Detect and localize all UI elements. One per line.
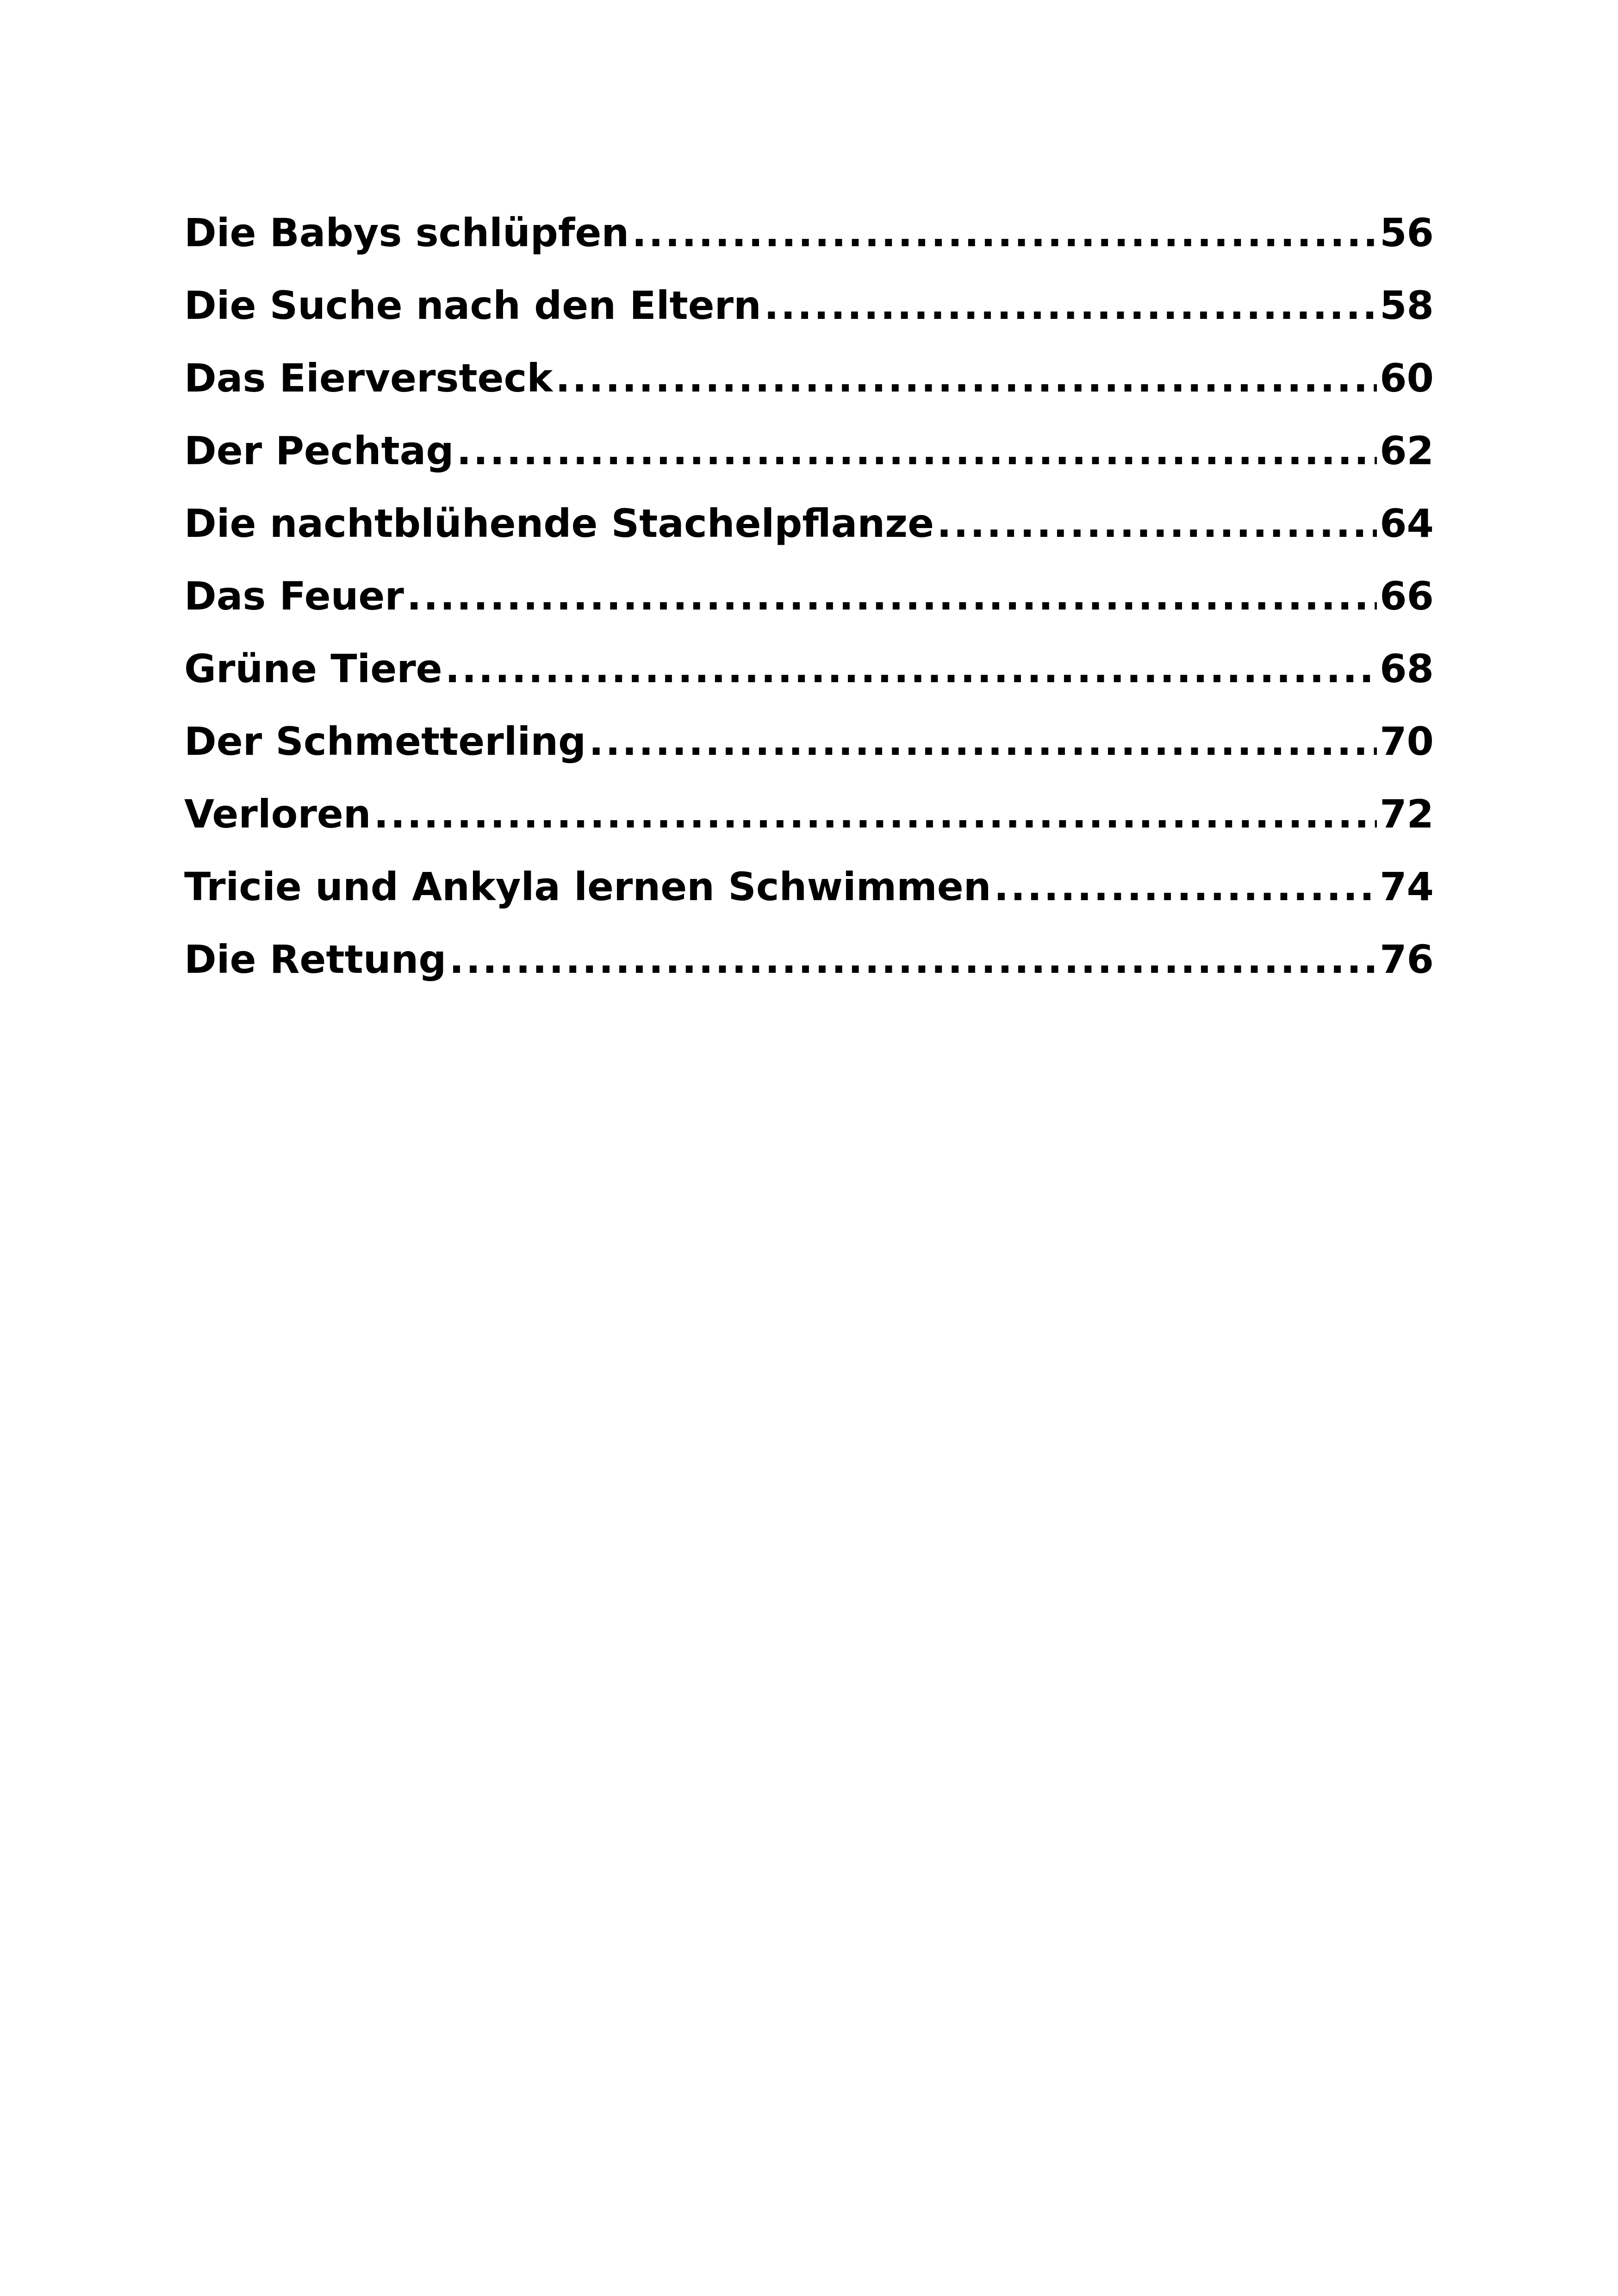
toc-entry-title: Die Babys schlüpfen	[184, 210, 629, 255]
toc-entry[interactable]	[184, 778, 1434, 851]
toc-entry-page: 72	[1380, 791, 1434, 837]
toc-entry[interactable]	[184, 851, 1434, 923]
toc-entry-title: Die nachtblühende Stachelpflanze	[184, 501, 934, 546]
toc-dot-leader	[555, 342, 1377, 415]
toc-entry-page: 68	[1380, 646, 1434, 691]
toc-dot-leader	[407, 560, 1377, 633]
toc-entry-page: 56	[1380, 210, 1434, 255]
table-of-contents	[184, 197, 1434, 996]
toc-dot-leader	[994, 851, 1377, 923]
toc-entry[interactable]	[184, 705, 1434, 778]
toc-entry-page: 62	[1380, 428, 1434, 473]
toc-entry-page: 76	[1380, 937, 1434, 982]
toc-entry-page: 60	[1380, 355, 1434, 401]
toc-entry-title: Die Suche nach den Eltern	[184, 283, 761, 328]
toc-dot-leader	[632, 197, 1377, 269]
toc-entry[interactable]	[184, 197, 1434, 269]
toc-entry-page: 66	[1380, 573, 1434, 619]
toc-dot-leader	[449, 923, 1377, 996]
toc-entry[interactable]	[184, 923, 1434, 996]
toc-entry-title: Das Feuer	[184, 573, 404, 619]
toc-entry[interactable]	[184, 633, 1434, 705]
toc-entry-page: 58	[1380, 283, 1434, 328]
toc-entry[interactable]	[184, 269, 1434, 342]
toc-entry-title: Grüne Tiere	[184, 646, 442, 691]
toc-entry-title: Der Pechtag	[184, 428, 454, 473]
toc-entry[interactable]	[184, 342, 1434, 415]
toc-entry-page: 70	[1380, 719, 1434, 764]
toc-dot-leader	[374, 778, 1377, 851]
toc-entry-title: Der Schmetterling	[184, 719, 586, 764]
toc-entry-page: 74	[1380, 864, 1434, 909]
toc-dot-leader	[764, 269, 1377, 342]
toc-entry-title: Die Rettung	[184, 937, 447, 982]
toc-dot-leader	[589, 705, 1377, 778]
toc-entry-page: 64	[1380, 501, 1434, 546]
toc-entry-title: Verloren	[184, 791, 371, 837]
toc-dot-leader	[937, 487, 1377, 560]
toc-dot-leader	[456, 415, 1377, 487]
toc-dot-leader	[445, 633, 1377, 705]
toc-entry[interactable]	[184, 415, 1434, 487]
toc-entry[interactable]	[184, 487, 1434, 560]
toc-entry[interactable]	[184, 560, 1434, 633]
toc-entry-title: Tricie und Ankyla lernen Schwimmen	[184, 864, 991, 909]
toc-entry-title: Das Eierversteck	[184, 355, 553, 401]
